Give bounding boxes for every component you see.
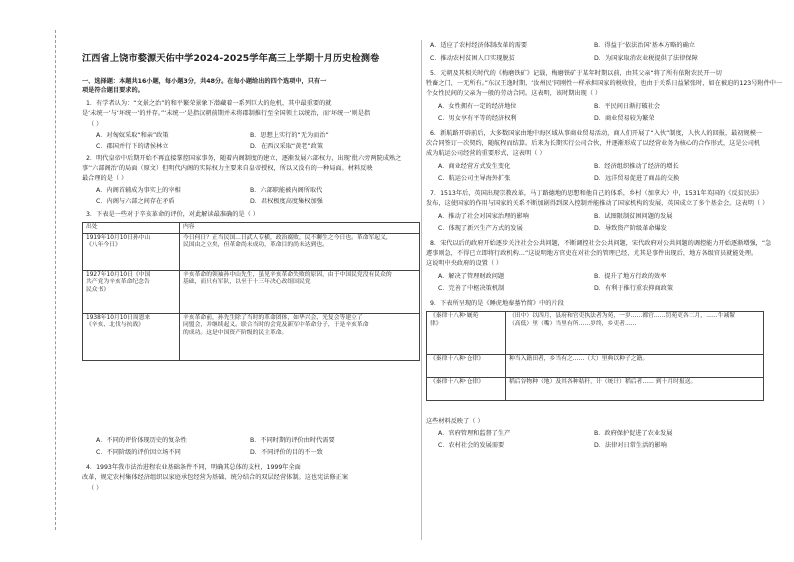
q9-option-b[interactable]: B．政府保护促进了农业发展 [594,430,673,437]
q2-line: 最合理的是（ ） [82,175,128,182]
q8-option-d[interactable]: D．有利于推行重农抑商政策 [594,285,674,292]
q2-option-c[interactable]: C．内阁与六部之间存在矛盾 [96,198,175,205]
table-header-cell: 内容 [180,223,420,234]
q1-blank: （ ） [88,121,103,128]
table-cell [427,312,506,355]
q5-line: 牲畜之门，一无所有。”东汉王逸时期，‘汝州民’同刚性一样承担国家的税收役，也由于关系日益紧张时，如在被迫的123号附件中一 [426,80,783,87]
q8-line: 8．宋代以后的政府开始逐步关注社会公共问题，不断调控社会公共问题，宋代政府对公共问题的调控能力开始逐渐增强，“急 [430,240,772,247]
q1-line: 1．有学者认为：“文景之治”的和平繁荣景象下潜藏着一系列巨大的危机，其中最重要的就 [86,100,332,107]
cell-line: 的成功。这是中国资产阶级的民主革命。 [183,329,288,336]
cell-line: 今日何日？正当民国…日武人专横，政治腐败，民不聊生之今日也。革命军起义， [183,234,392,241]
cell-line: （高低）里（嘴）当里有所……岁终，乡吏者…… [509,320,637,327]
q3-option-d[interactable]: D．不同评价的目的不一致 [250,449,323,456]
section-instructions: 一、选择题：本题共16小题，每小题3分，共48分。在每小题给出的四个选项中，只有一 [82,78,327,85]
q6-option-d[interactable]: D．远洋贸易促进了商品的交换 [594,175,680,182]
cell-line: 律》 [430,320,442,327]
table-cell: 《秦律十八种·仓律》 [427,378,506,401]
cell-line: 《八年今日》 [86,242,121,249]
column-divider [421,40,422,540]
q5-option-c[interactable]: C．男女享有平等的经济权利 [438,115,517,122]
q3-option-c[interactable]: C．不同阶级的评价因立场不同 [96,449,181,456]
q1-option-a[interactable]: A．对匈奴采取“和亲”政策 [96,132,169,139]
table-cell [180,233,420,270]
cell-line: 辛亥革命前，孙先生除了当时的革命团体，如华兴会、光复会等建立了 [183,314,363,321]
q3-lead: 3．下表是一些对于辛亥革命的评价，对此解读最准确的是（ ） [86,211,259,218]
q2-option-a[interactable]: A．内阁首辅成为事实上的宰相 [96,187,181,194]
table-row [427,312,764,355]
table-row [427,355,764,378]
table-header-cell: 出处 [83,223,180,234]
cell-line: 共产党为辛亥革命纪念告 [86,279,150,286]
table-row [83,223,420,234]
table-cell: 稻后谷物种（地）及其各种秸秆，计（统计）稻后者…… 到十月时报送。 [506,378,764,401]
q2-line: 2．明代皇帝中后期开始不再直接掌控国家事务，随着内阁制度的建立，逐渐发展六部权力，出现‘批六旁两院成熟之 [86,155,402,162]
q5-option-a[interactable]: A．女性拥有一定的经济地位 [438,103,517,110]
q6-option-c[interactable]: C．航运公司主导海外扩张 [438,175,511,182]
table-row [83,233,420,270]
q4-line: 4．1993年我市法治进程农业基础条件不同，明确其总体的支柱，1999年全面 [86,464,301,471]
cell-line: 辛亥革命的领袖孙中山先生，虽见辛亥革命失败的原因，由于中国民党没有民众的 [183,271,392,278]
q6-line: 6．新航路开辟前后，大多数国家由地中海区域从事商业贸易活动，商人们开展了“入伙”制度，人伙人的回报，最初规模一 [430,130,763,137]
cell-line: 《秦律十八种·厩苑 [430,313,479,319]
q8-option-b[interactable]: B．提升了地方行政的效率 [594,273,667,280]
q7-option-a[interactable]: A．推动了社会对国家治理的影响 [438,213,529,220]
q4-option-d[interactable]: D．为国家取消农业税提供了法律保障 [594,55,698,62]
q4-option-b[interactable]: B．得益于‘依法治国’基本方略的确立 [594,42,695,49]
q7-line: 7．1513年后，英国出现宗教改革，马丁路德地的思想和他自己的体系，乡村（加拿大）中，1531年英国的《反贫民法》 [430,190,763,197]
q1-option-d[interactable]: D．在西汉采取“黄老”政策 [250,143,324,150]
table-cell [83,270,180,313]
q1-line: 是‘未统一’与‘坏统一’的并存。”‘未统一’是指汉朝前期并未将郡制推行至全国领土以统治，而‘坏统一’则是指 [82,110,371,117]
q4-option-c[interactable]: C．推动农村贫困人口实现脱贫 [430,55,515,62]
q9-question: 这些材料反映了（ ） [426,418,484,425]
q8-line: 这说明中央政府的设置（ ） [426,260,503,267]
q6-line: 成为航运公司经营的重要形式，这表明（ ） [426,150,546,157]
table-row [427,378,764,401]
table-cell [83,313,180,360]
q9-table [426,311,764,401]
cell-line: 同盟会，并继续起义。联合当时的会党及新军中革命分子，于是辛亥革命 [183,322,369,329]
cell-line: 民国由之立矣，但革命尚未成功，革命目的尚未达到也。 [183,242,328,249]
q2-option-b[interactable]: B．六部职能被内阁所取代 [250,187,323,194]
exam-title: 江西省上饶市婺源天佑中学2024-2025学年高三上学期十月历史检测卷 [82,53,380,64]
q7-option-d[interactable]: D．导致资产阶级革命爆发 [594,225,667,232]
binding-line [55,30,57,530]
q7-option-c[interactable]: C．体现了新兴生产方式的发展 [438,225,523,232]
q9-option-c[interactable]: C．农村社会的发展需要 [438,442,505,449]
cell-line: 1938年10月10日周恩来 [86,314,151,321]
q4-blank: （ ） [88,485,103,492]
q5-line: 5．元朝及其相关时代的《梅磨铁矿》记载，梅磨铁矿于某年时期以前，由其父亲“将了所有依附农民开一切 [430,70,722,77]
q9-lead: 9．下表所呈现的是《睡虎地秦墓竹简》中的片段 [430,300,564,307]
q2-option-d[interactable]: D．君权极度高度集权加强 [250,198,323,205]
table-cell: 《秦律十八种·仓律》 [427,355,506,378]
table-cell [506,312,764,355]
q5-option-b[interactable]: B．平民间日渐打破社会 [594,103,661,110]
q8-option-c[interactable]: C．完善了中枢决策机制 [438,285,505,292]
q5-option-d[interactable]: D．商业贸易较为繁荣 [594,115,655,122]
table-cell [83,233,180,270]
cell-line: 1919年10月10日孙中山 [86,234,151,241]
cell-line: 民众书》 [86,286,110,293]
cell-line: 基础，而只有军队，以至于十三年决心改组国民党 [183,279,311,286]
table-row [83,313,420,360]
cell-line: （田中）以四月，县府和官吏执法者为苑，一岁……都官……罚苑吏各二月，……牛减絜 [509,313,736,319]
q1-option-b[interactable]: B．思想上实行的“无为而治” [250,132,329,139]
q8-option-a[interactable]: A．解决了管理财政问题 [438,273,505,280]
q6-option-b[interactable]: B．经济组织推动了经济的增长 [594,163,679,170]
q6-line: 次合同签订一次契约，随航程而结算。后来为长期实行公司合伙，并逐渐形成了以经营业务为核心的合作形式，这是公司机 [426,140,761,147]
q7-line: 发布，这使国家的作用与国家的关系不断加剧得到深入控制并能推动了国家机构的发展，英国成立了多个基金会。这表明（ ） [426,200,769,207]
q5-line: 个女性民间的父亲为一般的劳动合同。这表明，该时期出现（ ） [426,90,602,97]
q9-option-a[interactable]: A．官府管理和监督了生产 [438,430,511,437]
q1-option-c[interactable]: C．郡国并行下的诸侯林立 [96,143,169,150]
cell-line: 1927年10月10日《中国 [86,271,151,278]
binding-margin [0,0,72,562]
q8-line: 遽事则急，不得已立即将行政机构…”这说明地方官吏在对社会的管理已经，尤其是事件出现后，地方各级官员就能处理。 [426,250,758,257]
q7-option-b[interactable]: B．试图限制贫困问题的发展 [594,213,673,220]
q6-option-a[interactable]: A．商业经营方式发生变化 [438,163,511,170]
q3-option-b[interactable]: B．不同时期的评价由时代需要 [250,437,335,444]
table-cell [180,313,420,360]
section-instructions-cont: 项是符合题目要求的。 [82,87,144,94]
q3-table [82,222,420,361]
table-row [83,270,420,313]
table-cell [180,270,420,313]
q4-option-a[interactable]: A．适应了农村经济体制改革的需要 [430,42,528,49]
q2-line: 事’‘六部阁治’的局面（原文）但明代内阁的实际权力主要来自皇帝授权，所以又没有的一种局面。材料反映 [82,165,373,172]
q3-option-a[interactable]: A．不同的评价体现历史的复杂性 [96,437,187,444]
table-cell: 种当入籍田者，乡当有之……（大）里典以种子之籍。 [506,355,764,378]
q4-line: 改革，规定农村集体经济组织以家庭承包经营为基础、统分结合的双层经营体制。这也宪法修正案 [82,474,349,481]
q9-option-d[interactable]: D．法律对日常生活的影响 [594,442,667,449]
cell-line: 《辛亥、北伐与抗战》 [86,322,144,329]
